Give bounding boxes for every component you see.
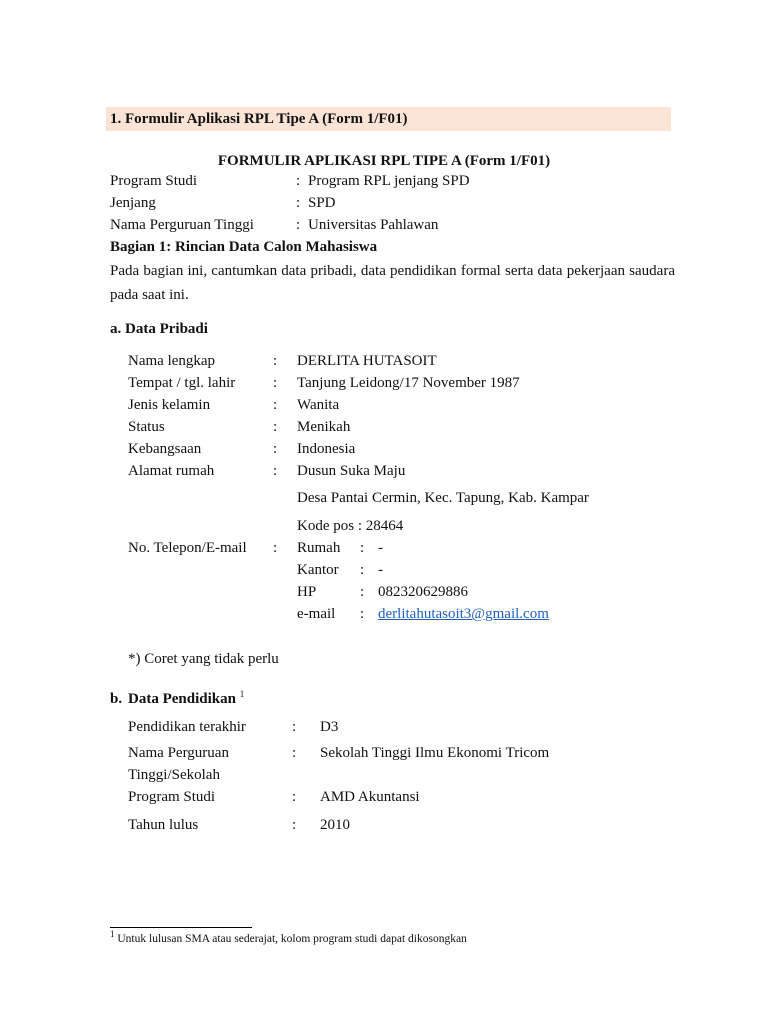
education-heading: Data Pendidikan <box>128 691 236 707</box>
education-value-tahun-lulus: 2010 <box>320 817 350 833</box>
education-label-pendidikan: Pendidikan terakhir <box>128 719 246 735</box>
education-colon: : <box>292 817 297 833</box>
footnote-reference-mark[interactable]: 1 <box>239 689 245 699</box>
education-heading-wrap <box>128 689 244 709</box>
personal-value-ttl: Tanjung Leidong/17 November 1987 <box>297 375 520 391</box>
personal-colon: : <box>273 375 278 391</box>
address-postal-code: Kode pos : 28464 <box>297 518 404 534</box>
personal-label-jenis-kelamin: Jenis kelamin <box>128 397 211 413</box>
footnote <box>110 929 467 949</box>
personal-colon: : <box>273 353 278 369</box>
personal-value-jenis-kelamin: Wanita <box>297 397 340 413</box>
personal-label-status: Status <box>128 419 165 435</box>
personal-colon: : <box>273 540 278 556</box>
personal-label-kebangsaan: Kebangsaan <box>128 441 202 457</box>
header-label-perguruan-tinggi: Nama Perguruan Tinggi <box>110 217 254 233</box>
personal-colon: : <box>273 441 278 457</box>
contact-colon: : <box>360 562 365 578</box>
education-label-perguruan: Nama Perguruan <box>128 745 229 761</box>
education-label-program-studi: Program Studi <box>128 789 216 805</box>
email-link[interactable]: derlitahutasoit3@gmail.com <box>378 606 549 622</box>
contact-value-hp: 082320629886 <box>378 584 468 600</box>
header-value-perguruan-tinggi: Universitas Pahlawan <box>308 217 439 233</box>
personal-value-nama: DERLITA HUTASOIT <box>297 353 437 369</box>
education-colon: : <box>292 745 297 761</box>
personal-value-alamat: Dusun Suka Maju <box>297 463 406 479</box>
contact-label-kantor: Kantor <box>297 562 339 578</box>
personal-heading: a. Data Pribadi <box>110 321 208 337</box>
education-label-tahun-lulus: Tahun lulus <box>128 817 199 833</box>
header-value-program-studi: Program RPL jenjang SPD <box>308 173 470 189</box>
header-colon: : <box>296 173 301 189</box>
personal-colon: : <box>273 419 278 435</box>
personal-label-ttl: Tempat / tgl. lahir <box>128 375 236 391</box>
contact-value-kantor: - <box>378 562 383 578</box>
header-label-program-studi: Program Studi <box>110 173 198 189</box>
education-heading-prefix: b. <box>110 691 123 707</box>
education-colon: : <box>292 719 297 735</box>
header-colon: : <box>296 195 301 211</box>
contact-colon: : <box>360 584 365 600</box>
education-value-pendidikan: D3 <box>320 719 339 735</box>
personal-colon: : <box>273 397 278 413</box>
contact-label-rumah: Rumah <box>297 540 341 556</box>
footnote-separator <box>110 927 252 928</box>
contact-colon: : <box>360 540 365 556</box>
personal-colon: : <box>273 463 278 479</box>
education-value-program-studi: AMD Akuntansi <box>320 789 420 805</box>
contact-value-rumah: - <box>378 540 383 556</box>
personal-label-nama: Nama lengkap <box>128 353 216 369</box>
education-label-perguruan-line2: Tinggi/Sekolah <box>128 767 220 783</box>
coret-note: *) Coret yang tidak perlu <box>128 651 279 667</box>
education-value-perguruan: Sekolah Tinggi Ilmu Ekonomi Tricom <box>320 745 550 761</box>
contact-label-email: e-mail <box>297 606 336 622</box>
part1-title: Bagian 1: Rincian Data Calon Mahasiswa <box>110 239 378 255</box>
phone-email-label: No. Telepon/E-mail <box>128 540 247 556</box>
contact-colon: : <box>360 606 365 622</box>
personal-value-kebangsaan: Indonesia <box>297 441 356 457</box>
section-title: 1. Formulir Aplikasi RPL Tipe A (Form 1/F01) <box>106 107 671 131</box>
education-colon: : <box>292 789 297 805</box>
form-title: FORMULIR APLIKASI RPL TIPE A (Form 1/F01) <box>217 153 551 169</box>
header-label-jenjang: Jenjang <box>110 195 156 211</box>
address-line-2: Desa Pantai Cermin, Kec. Tapung, Kab. Kampar <box>297 490 589 506</box>
personal-label-alamat: Alamat rumah <box>128 463 215 479</box>
personal-value-status: Menikah <box>297 419 351 435</box>
footnote-text: Untuk lulusan SMA atau sederajat, kolom program studi dapat dikosongkan <box>117 933 467 945</box>
footnote-mark: 1 <box>110 929 115 940</box>
part1-intro: Pada bagian ini, cantumkan data pribadi, data pendidikan formal serta data pekerjaan saudara pada saat ini. <box>110 263 675 303</box>
header-value-jenjang: SPD <box>308 195 336 211</box>
contact-label-hp: HP <box>297 584 317 600</box>
header-colon: : <box>296 217 301 233</box>
